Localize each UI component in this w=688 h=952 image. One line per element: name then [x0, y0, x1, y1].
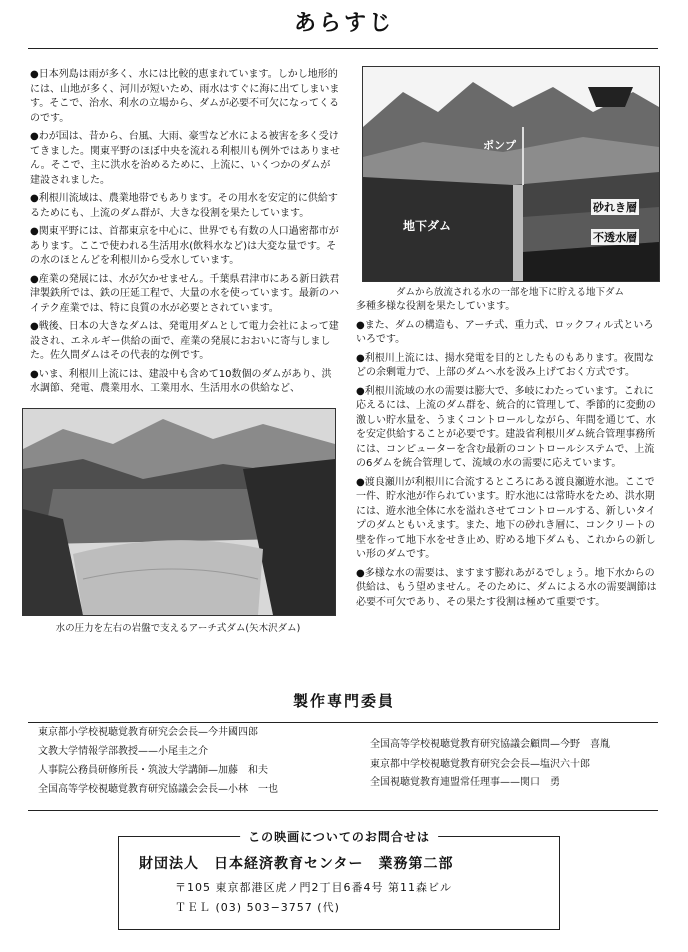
photo-caption: 水の圧力を左右の岩盤で支えるアーチ式ダム(矢木沢ダム): [55, 623, 301, 634]
title-divider: [28, 48, 658, 49]
committee-member: 文教大学情報学部教授——小尾圭之介: [38, 746, 208, 757]
member-role: 東京都中学校視聴覚教育研究会会長: [370, 759, 530, 770]
arch-dam-image: [23, 409, 335, 615]
member-name: 塩沢六十郎: [540, 759, 590, 770]
contact-address: 〒105 東京都港区虎ノ門2丁目6番4号 第11森ビル: [175, 881, 452, 894]
paragraph: ●いま、利根川上流には、建設中も含めて10数個のダムがあり、洪水調節、発電、農業用水、工業用水、生活用水の供給など、: [30, 368, 332, 394]
paragraph: ●多様な水の需要は、ますます膨れあがるでしょう。地下水からの供給は、もう望めません。そのために、ダムによる水の需要調節は必要不可欠であり、その果たす役割は極めて重要です。: [356, 567, 657, 608]
label-impermeable-layer: 不透水層: [593, 231, 637, 244]
member-name: 今井國四郎: [208, 727, 258, 738]
member-role: 人事院公務員研修所長・筑波大学講師: [38, 765, 208, 776]
committee-title: 製作専門委員: [292, 692, 395, 710]
member-name: 小尾圭之介: [158, 746, 208, 757]
committee-member: 東京都小学校視聴覚教育研究会会長—今井國四郎: [38, 727, 258, 738]
contact-box: [118, 830, 560, 930]
paragraph: ●わが国は、昔から、台風、大雨、豪雪など水による被害を多く受けてきました。関東平野のほぼ中央を流れる利根川も例外ではありません。そこで、主に洪水を治めるために、上流に、いくつかのダムが建設されました。: [30, 131, 340, 186]
contact-phone: ＴＥＬ (03) 503−3757 (代): [175, 901, 340, 914]
member-name: 加藤 和夫: [218, 765, 268, 776]
paragraph: ●利根川流域の水の需要は膨大で、多岐にわたっています。これに応えるには、上流のダム群を、統合的に管理して、季節的に変動の激しい貯水量を、うまくコントロールしながら、年間を通じて、水を安定供給することが必要です。建設省利根川ダム統合管理事務所には、コンピューターを含む最新のコントロールシステムで、上流の6ダムを統合管理して、流域の水の需要に応えています。: [356, 385, 656, 469]
label-underground-dam: 地下ダム: [403, 219, 452, 233]
committee-member: 人事院公務員研修所長・筑波大学講師—加藤 和夫: [38, 765, 268, 776]
paragraph: ●関東平野には、首都東京を中心に、世界でも有数の人口過密都市があります。ここで使われる生活用水(飲料水など)は大変な量です。その水のほとんどを利根川から受水しています。: [30, 226, 339, 266]
diagram-caption: ダムから放流される水の一部を地下に貯える地下ダム: [395, 287, 624, 298]
paragraph: ●産業の発展には、水が欠かせません。千葉県君津市にある新日鉄君津製鉄所では、鉄の圧延工程で、大量の水を使っています。最新のハイテク産業では、特に良質の水が必要とされています。: [30, 273, 340, 314]
paragraph: ●利根川上流には、揚水発電を目的としたものもあります。夜間などの余剰電力で、上部のダムへ水を汲み上げておく方式です。: [356, 352, 654, 378]
committee-divider: [28, 722, 658, 723]
committee-member: 全国高等学校視聴覚教育研究協議会会長—小林 一也: [38, 784, 278, 795]
paragraph: 多種多様な役割を果たしています。: [356, 301, 516, 312]
right-text-column: [356, 300, 660, 614]
paragraph: ●利根川流域は、農業地帯でもあります。その用水を安定的に供給するためにも、上流のダム群が、大きな役割を果たしています。: [30, 193, 338, 219]
label-gravel-layer: 砂れき層: [593, 201, 637, 214]
committee-member: 全国視聴覚教育連盟常任理事——関口 勇: [370, 777, 560, 788]
committee-member: 東京都中学校視聴覚教育研究会会長—塩沢六十郎: [370, 759, 590, 770]
contact-organization: 財団法人 日本経済教育センター 業務第二部: [139, 856, 454, 872]
left-text-column: [30, 68, 340, 401]
page-title: あらすじ: [293, 11, 394, 36]
underground-dam-illustration: [363, 67, 659, 281]
member-name: 関口 勇: [520, 777, 560, 788]
paragraph: ●また、ダムの構造も、アーチ式、重力式、ロックフィル式といろいろです。: [356, 319, 654, 345]
paragraph: ●日本列島は雨が多く、水には比較的恵まれています。しかし地形的には、山地が多く、河川が短いため、雨水はすぐに海に出てしまいます。そこで、治水、利水の立場から、ダムが必要不可欠になってくるのです。: [30, 69, 340, 124]
paragraph: ●戦後、日本の大きなダムは、発電用ダムとして電力会社によって建設され、エネルギー供給の面で、産業の発展におおいに寄与しました。佐久間ダムはその代表的な例です。: [30, 321, 339, 361]
label-pump: ポンプ: [483, 139, 516, 152]
committee-bottom-divider: [28, 810, 658, 811]
member-role: 東京都小学校視聴覚教育研究会会長: [38, 727, 198, 738]
arch-dam-photo: [22, 408, 336, 616]
paragraph: ●渡良瀬川が利根川に合流するところにある渡良瀬遊水池。ここで一件、貯水池が作られています。貯水池には常時水をため、洪水期には、遊水池全体に水を溢れさせてコントロールする、新しいタイプのダムともいえます。また、地下の砂れき層に、コンクリートの壁を作って地下水をせき止め、貯める地下ダムも、これからの新しい形のダムです。: [356, 476, 656, 560]
committee-member: 全国高等学校視聴覚教育研究協議会顧問—今野 喜胤: [370, 739, 610, 750]
member-role: 文教大学情報学部教授: [38, 746, 138, 757]
contact-heading: この映画についてのお問合せは: [240, 828, 438, 845]
member-role: 全国高等学校視聴覚教育研究協議会顧問: [370, 739, 550, 750]
member-role: 全国高等学校視聴覚教育研究協議会会長: [38, 784, 218, 795]
member-role: 全国視聴覚教育連盟常任理事: [370, 777, 500, 788]
underground-dam-diagram: [362, 66, 660, 282]
member-name: 小林 一也: [228, 784, 278, 795]
member-name: 今野 喜胤: [560, 739, 610, 750]
